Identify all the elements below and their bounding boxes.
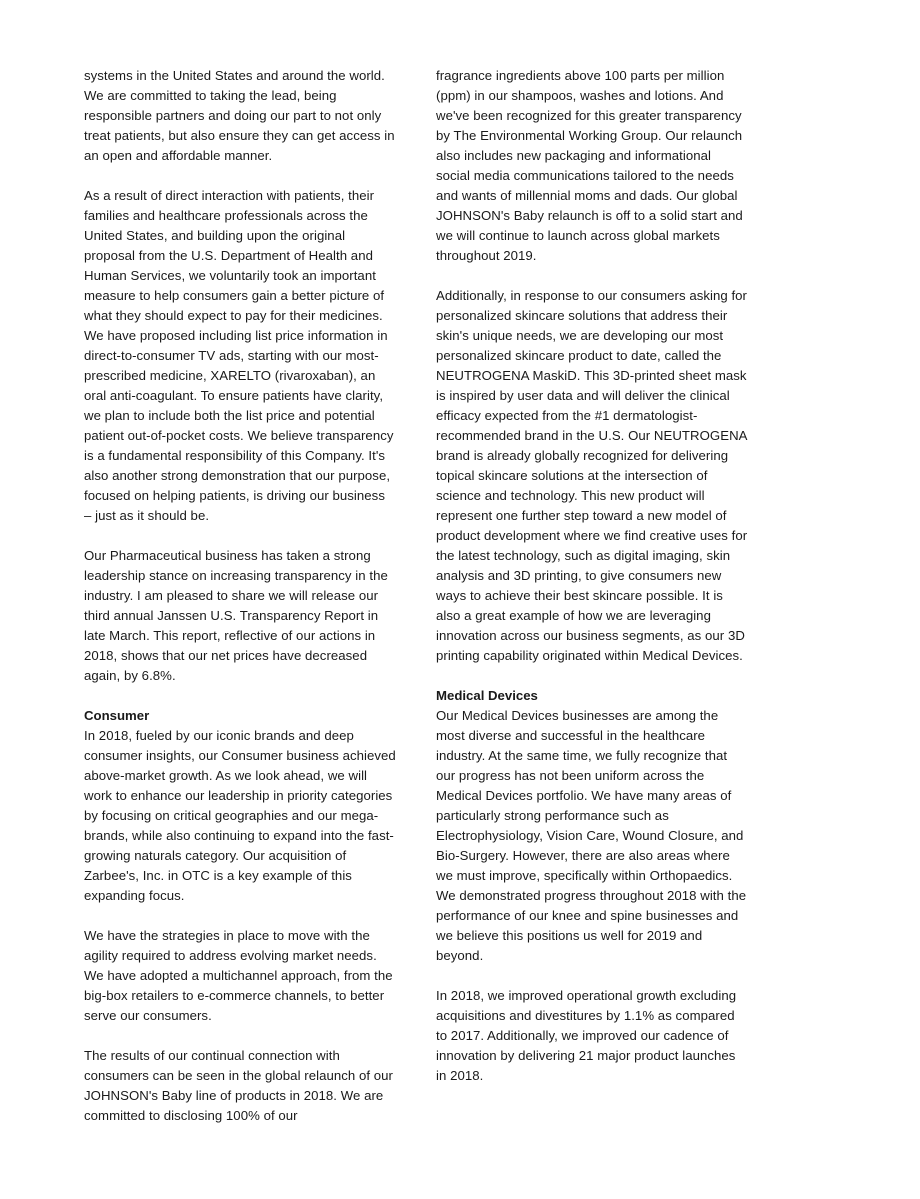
paragraph-fragrance: fragrance ingredients above 100 parts per million (ppm) in our shampoos, washes and lotions. And we've been recognized for this greater transparency by The Environmental Working Group. Our relaunch also includes new packaging and informational social media communications tailored to the needs and wants of millennial moms and dads. Our global JOHNSON's Baby relaunch is off to a solid start and we will continue to launch across global markets throughout 2019. [436,68,743,263]
left-column [84,66,396,1146]
paragraph-medical-devices: Our Medical Devices businesses are among the most diverse and successful in the healthcare industry. At the same time, we fully recognize that our progress has not been uniform across the Medical Devices portfolio. We have many areas of particularly strong performance such as Electrophysiology, Vision Care, Wound Closure, and Bio-Surgery. However, there are also areas where we must improve, specifically within Orthopaedics. We demonstrated progress throughout 2018 with the performance of our knee and spine businesses and we believe this positions us well for 2019 and beyond. [436,708,747,963]
paragraph-agility: We have the strategies in place to move with the agility required to address evolving market needs. We have adopted a multichannel approach, from the big-box retailers to e-commerce channels, to better serve our consumers. [84,928,393,1023]
paragraph-baby-relaunch: The results of our continual connection with consumers can be seen in the global relaunch of our JOHNSON's Baby line of products in 2018. We are committed to disclosing 100% of our [84,1048,393,1123]
paragraph-access: systems in the United States and around the world. We are committed to taking the lead, being responsible partners and doing our part to not only treat patients, but also ensure they can get access in an open and affordable manner. [84,68,395,163]
paragraph-list-price: As a result of direct interaction with patients, their families and healthcare professionals across the United States, and building upon the original proposal from the U.S. Department of Health and Human Services, we voluntarily took an important measure to help consumers gain a better picture of what they should expect to pay for their medicines. We have proposed including list price information in direct-to-consumer TV ads, starting with our most-prescribed medicine, XARELTO (rivaroxaban), an oral anti-coagulant. To ensure patients have clarity, we plan to include both the list price and potential patient out-of-pocket costs. We believe transparency is a fundamental responsibility of this Company. It's also another strong demonstration that our purpose, focused on helping patients, is driving our business – just as it should be. [84,188,394,523]
paragraph-pharmaceutical: Our Pharmaceutical business has taken a strong leadership stance on increasing transparency in the industry. I am pleased to share we will release our third annual Janssen U.S. Transparency Report in late March. This report, reflective of our actions in 2018, shows that our net prices have decreased again, by 6.8%. [84,548,388,683]
right-column [436,66,748,1106]
paragraph-maskid: Additionally, in response to our consumers asking for personalized skincare solutions that address their skin's unique needs, we are developing our most personalized skincare product to date, called the NEUTROGENA MaskiD. This 3D-printed sheet mask is inspired by user data and will deliver the clinical efficacy expected from the #1 dermatologist-recommended brand in the U.S. Our NEUTROGENA brand is already globally recognized for delivering topical skincare solutions at the intersection of science and technology. This new product will represent one further step toward a new model of product development where we find creative uses for the latest technology, such as digital imaging, skin analysis and 3D printing, to give consumers new ways to achieve their best skincare possible. It is also a great example of how we are leveraging innovation across our business segments, as our 3D printing capability originated within Medical Devices. [436,288,748,663]
paragraph-operational-growth: In 2018, we improved operational growth excluding acquisitions and divestitures by 1.1% as compared to 2017. Additionally, we improved our cadence of innovation by delivering 21 major product launches in 2018. [436,988,737,1083]
section-heading-medical-devices: Medical Devices [436,688,538,703]
paragraph-consumer-growth: In 2018, fueled by our iconic brands and deep consumer insights, our Consumer business achieved above-market growth. As we look ahead, we will work to enhance our leadership in priority categories by focusing on critical geographies and our mega-brands, while also continuing to expand into the fast-growing naturals category. Our acquisition of Zarbee's, Inc. in OTC is a key example of this expanding focus. [84,728,396,903]
section-heading-consumer: Consumer [84,708,150,723]
